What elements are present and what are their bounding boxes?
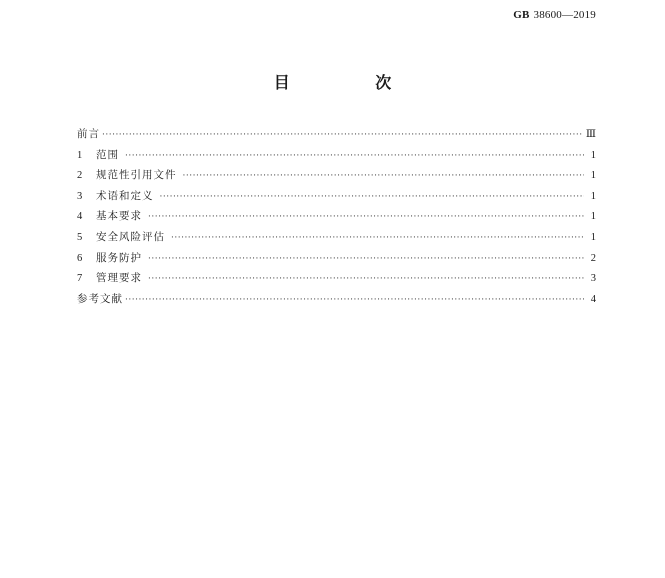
toc-entry-number: 7 [77, 273, 83, 285]
toc-entry-page: 4 [590, 293, 596, 305]
toc-entry-label: 术语和定义 [96, 189, 154, 202]
toc-entry-page: 1 [590, 231, 596, 243]
toc-entry-page: 2 [590, 252, 596, 264]
toc-entry-4[interactable] [77, 208, 596, 229]
toc-entry-label: 规范性引用文件 [96, 169, 177, 182]
toc-entry-label: 参考文献 [77, 292, 123, 305]
toc-entry-label: 管理要求 [96, 272, 142, 285]
page-title: 目 次 [273, 73, 432, 92]
toc-entry-5[interactable] [77, 229, 596, 250]
toc-entry-number: 1 [77, 149, 83, 161]
toc-entry-page: 1 [590, 170, 596, 182]
dot-leader [125, 295, 584, 305]
standard-prefix: GB [513, 9, 530, 21]
table-of-contents [77, 126, 596, 311]
dot-leader [102, 130, 582, 140]
toc-entry-7[interactable] [77, 270, 596, 291]
toc-entry-number: 5 [77, 231, 83, 243]
toc-entry-6[interactable] [77, 250, 596, 271]
toc-entry-page: 1 [590, 149, 596, 161]
toc-entry-label: 服务防护 [96, 251, 142, 264]
toc-entry-label: 范围 [96, 148, 119, 161]
toc-entry-number: 3 [77, 190, 83, 202]
toc-entry-page: 3 [590, 273, 596, 285]
dot-leader [183, 171, 585, 181]
toc-entry-2[interactable] [77, 167, 596, 188]
dot-leader [171, 233, 584, 243]
dot-leader [160, 192, 585, 202]
dot-leader [148, 212, 584, 222]
toc-entry-page: 1 [590, 190, 596, 202]
dot-leader [125, 151, 584, 161]
standard-number: 38600—2019 [533, 9, 596, 21]
toc-entry-1[interactable] [77, 147, 596, 168]
toc-entry-label: 前言 [77, 128, 100, 140]
toc-entry-label: 基本要求 [96, 210, 142, 223]
toc-entry-number: 4 [77, 211, 83, 223]
dot-leader [148, 254, 584, 264]
toc-entry-number: 6 [77, 252, 83, 264]
toc-entry-3[interactable] [77, 188, 596, 209]
toc-entry-bibliography[interactable] [77, 291, 596, 312]
toc-entry-page: 1 [590, 211, 596, 223]
dot-leader [148, 274, 584, 284]
toc-entry-number: 2 [77, 170, 83, 182]
toc-entry-page: Ⅲ [585, 129, 596, 140]
toc-entry-foreword[interactable] [77, 126, 596, 147]
standard-code [513, 9, 596, 21]
toc-entry-label: 安全风险评估 [96, 230, 165, 243]
